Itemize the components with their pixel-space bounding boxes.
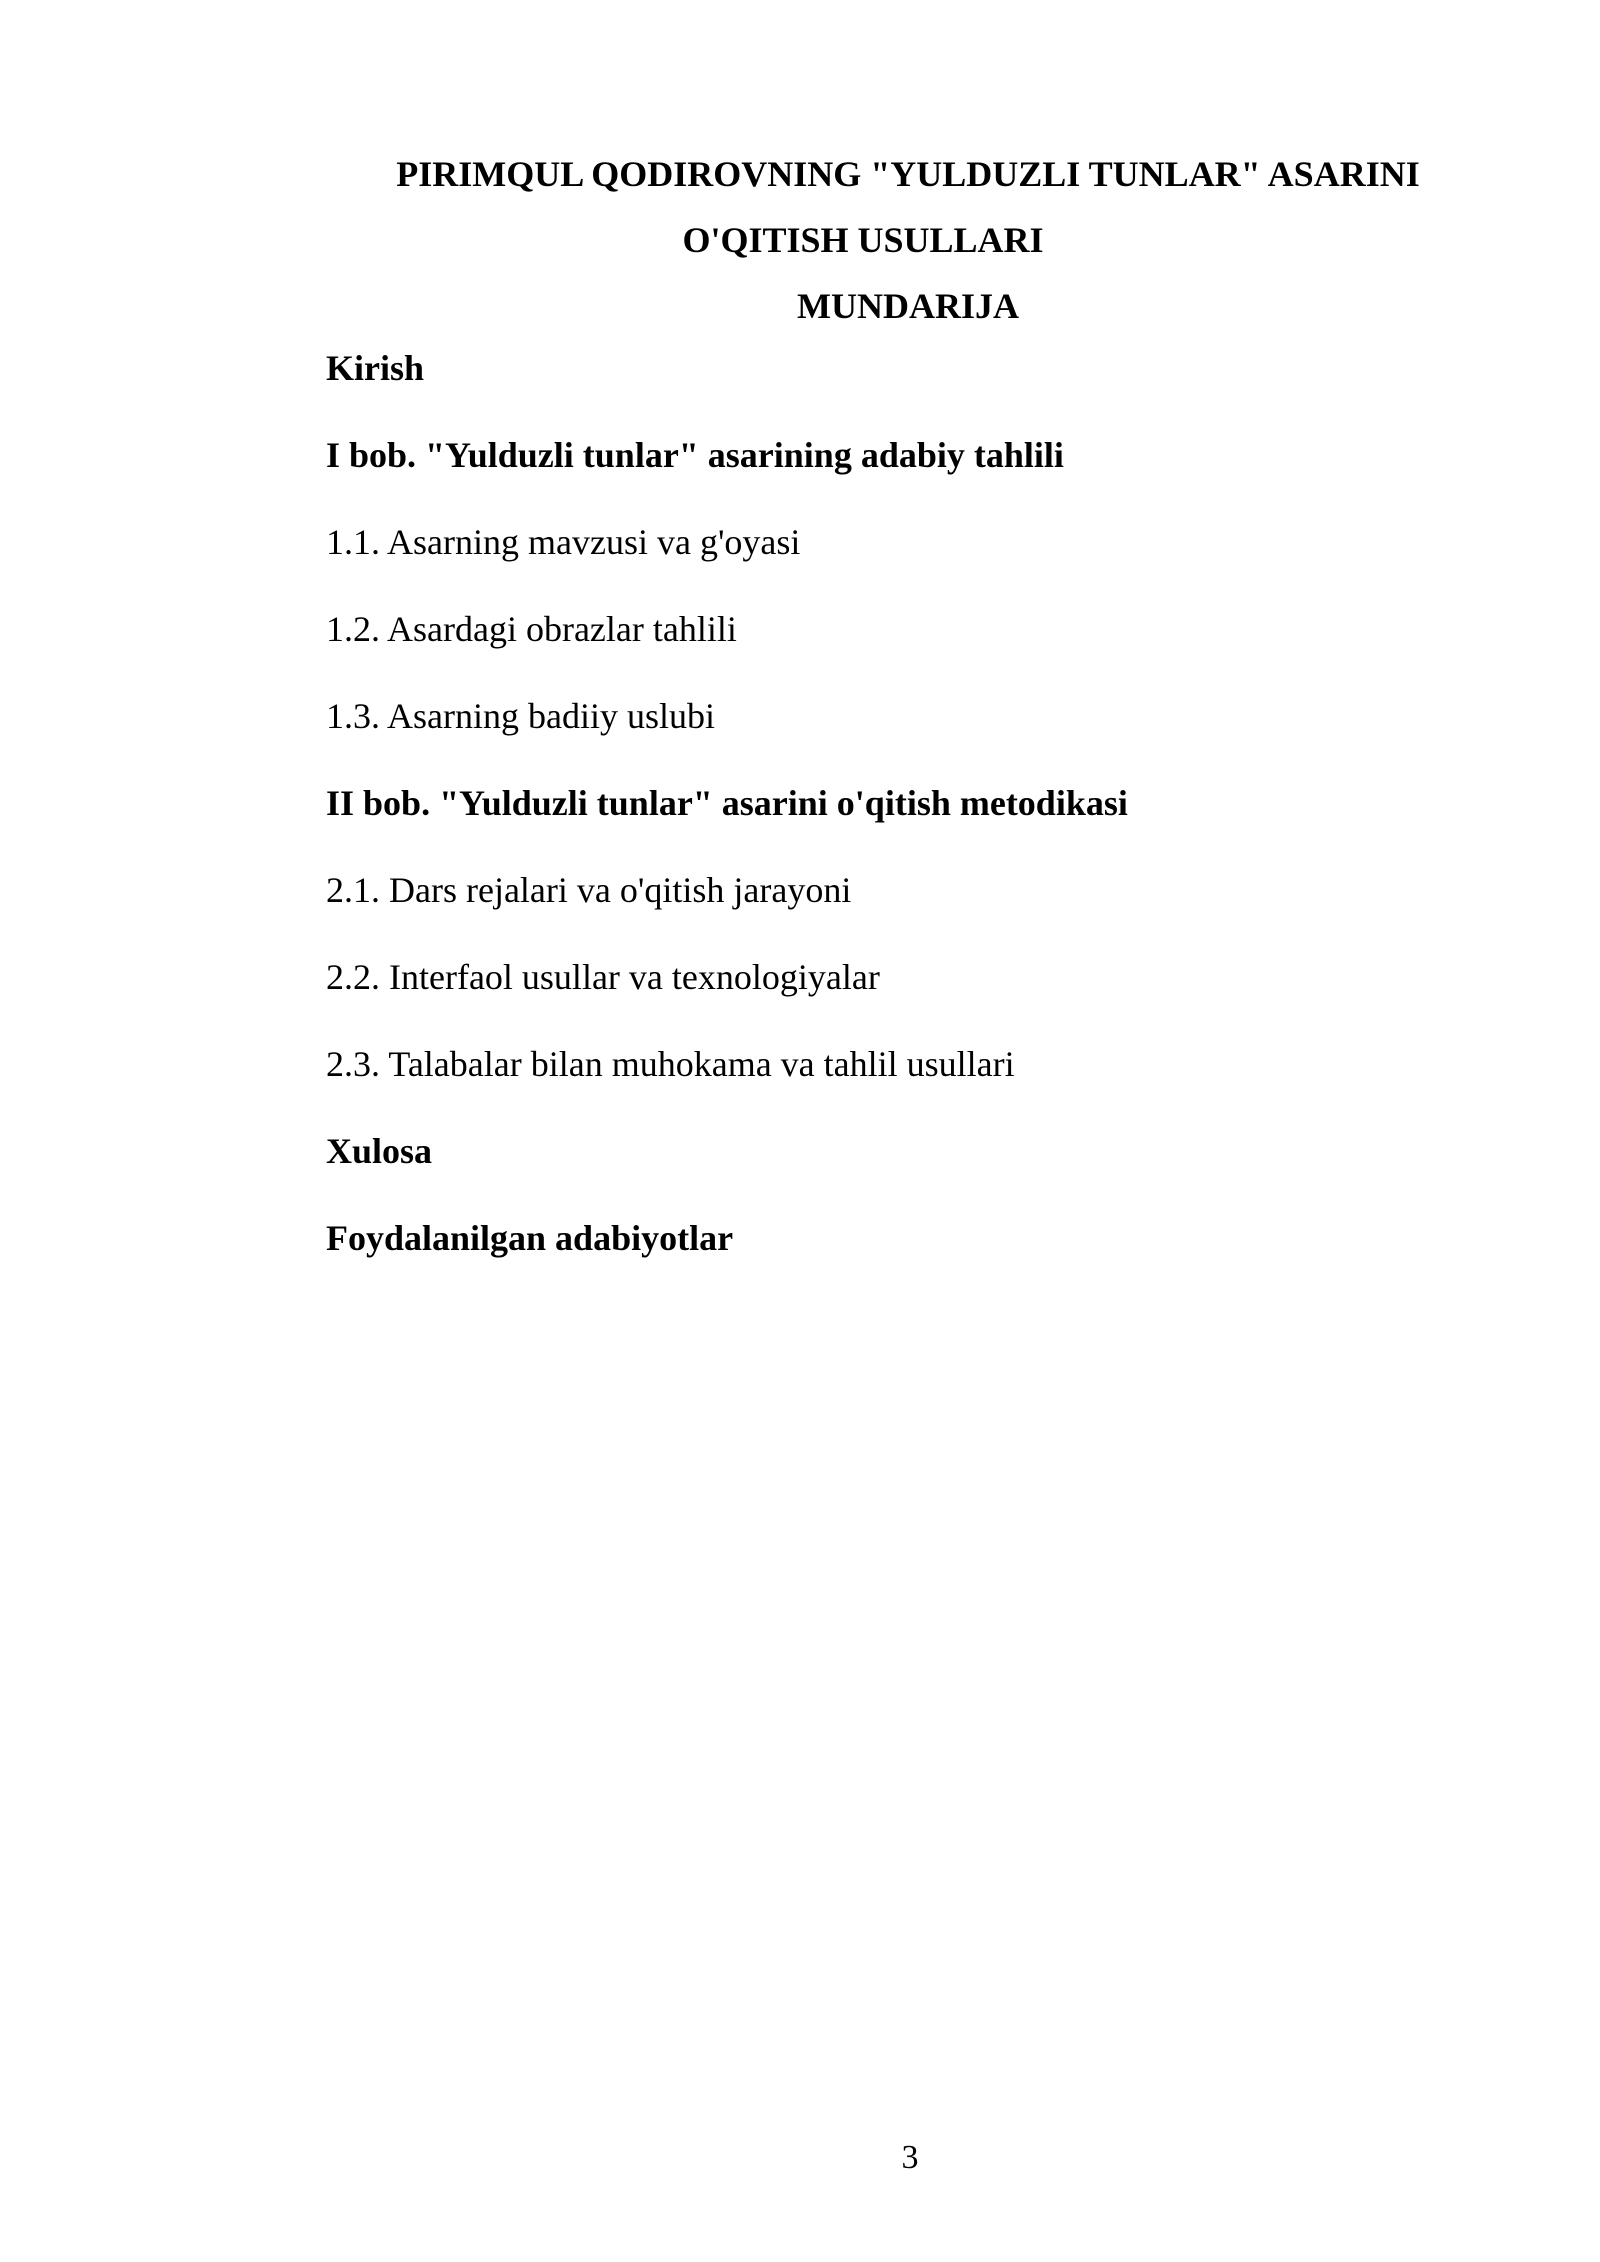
toc-entry-chapter-1: I bob. "Yulduzli tunlar" asarining adabiy tahlili [326,435,1064,475]
contents-heading: MUNDARIJA [797,286,1019,326]
toc-entry-section-2-2: 2.2. Interfaol usullar va texnologiyalar [326,957,880,997]
toc-entry-introduction: Kirish [326,348,425,388]
toc-entry-section-2-1: 2.1. Dars rejalari va o'qitish jarayoni [326,870,852,910]
toc-entry-section-2-3: 2.3. Talabalar bilan muhokama va tahlil usullari [326,1044,1015,1084]
toc-entry-conclusion: Xulosa [326,1131,433,1171]
document-title-line-1: PIRIMQUL QODIROVNING "YULDUZLI TUNLAR" ASARINI [396,154,1420,194]
toc-entry-section-1-1: 1.1. Asarning mavzusi va g'oyasi [326,522,801,562]
toc-entry-section-1-3: 1.3. Asarning badiiy uslubi [326,696,715,736]
toc-entry-references: Foydalanilgan adabiyotlar [326,1218,734,1258]
document-title-line-2: O'QITISH USULLARI [682,220,1044,260]
page-number: 3 [901,2139,919,2176]
toc-entry-chapter-2: II bob. "Yulduzli tunlar" asarini o'qitish metodikasi [326,783,1128,823]
toc-entry-section-1-2: 1.2. Asardagi obrazlar tahlili [326,609,737,649]
